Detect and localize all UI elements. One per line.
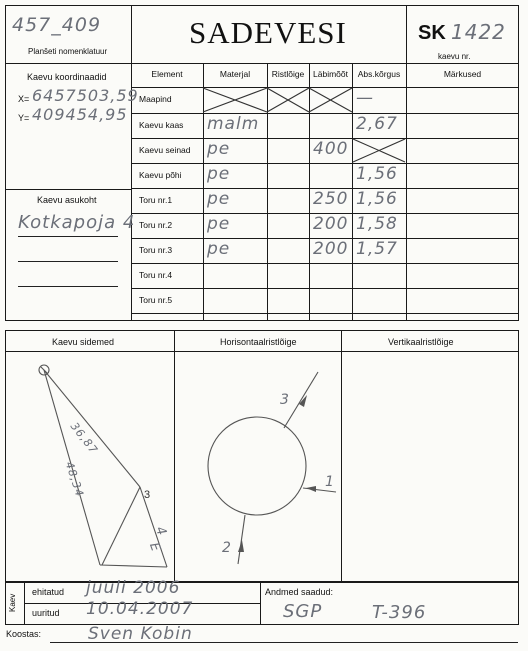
table-header-cell: Ristlõige xyxy=(271,69,305,79)
table-row-label: Toru nr.3 xyxy=(139,245,173,255)
y-label: Y= xyxy=(18,113,30,123)
table-cell-abs: 2,67 xyxy=(356,114,398,134)
table-cell-materjal: pe xyxy=(207,239,231,259)
table-header-cell: Element xyxy=(151,69,183,79)
well-circle xyxy=(208,417,306,515)
well-label: kaevu nr. xyxy=(438,52,471,61)
table-cell-materjal: pe xyxy=(207,139,231,159)
table-cell-materjal: pe xyxy=(207,164,231,184)
pipe-2-label: 2 xyxy=(222,540,232,556)
well-number: 1422 xyxy=(451,20,506,44)
measured-value: 10.04.2007 xyxy=(86,599,194,619)
table-row-label: Toru nr.4 xyxy=(139,270,173,280)
built-value: juuli 2006 xyxy=(86,578,181,598)
footer-side-label: Kaev xyxy=(8,593,17,612)
well-prefix: SK xyxy=(418,22,446,44)
mark-3: 3 xyxy=(144,489,151,501)
table-row-label: Toru nr.5 xyxy=(139,295,173,305)
table-cell-abs: 1,57 xyxy=(356,239,398,259)
distance-a: 36,87 xyxy=(67,420,101,457)
table-header-cell: Läbimõõt xyxy=(313,69,348,79)
compiled-label: Koostas: xyxy=(6,629,42,639)
ties-heading: Kaevu sidemed xyxy=(52,337,115,347)
location-value: Kotkapoja 4 xyxy=(18,212,136,233)
table-cell-materjal: malm xyxy=(207,114,260,134)
mark-4: 4 xyxy=(152,524,170,539)
built-label: ehitatud xyxy=(32,587,65,597)
table-row-label: Kaevu kaas xyxy=(139,120,184,130)
table-cell-abs: 1,58 xyxy=(356,214,398,234)
data-source-value-2: T-396 xyxy=(372,602,427,623)
coordinates-label: Kaevu koordinaadid xyxy=(27,72,107,82)
footer-mid-divider xyxy=(260,582,261,625)
horizontal-heading: Horisontaalristlõige xyxy=(220,337,297,347)
table-row-label: Toru nr.1 xyxy=(139,195,173,205)
pipe-1-label: 1 xyxy=(325,474,335,490)
page-title: SADEVESI xyxy=(189,15,347,50)
table-row-label: Kaevu põhi xyxy=(139,170,182,180)
table-row-label: Maapind xyxy=(139,94,172,104)
table-cell-labimoot: 200 xyxy=(313,239,349,259)
compiled-value: Sven Kobin xyxy=(88,624,193,644)
pipe-3-label: 3 xyxy=(280,392,290,408)
distance-b: 48,34 xyxy=(62,460,87,499)
data-source-value-1: SGP xyxy=(283,601,323,622)
table-cell-materjal: pe xyxy=(207,214,231,234)
table-cell-abs: 1,56 xyxy=(356,164,398,184)
compiled-underline xyxy=(50,642,518,643)
data-source-label: Andmed saadud: xyxy=(265,587,334,597)
table-cell-abs: — xyxy=(356,88,374,108)
table-header-cell: Abs.kõrgus xyxy=(357,69,401,79)
x-value: 6457503,59 xyxy=(32,86,139,105)
location-label: Kaevu asukoht xyxy=(37,195,97,205)
table-cell-labimoot: 250 xyxy=(313,189,349,209)
x-label: X= xyxy=(18,94,30,104)
vertical-heading: Vertikaalristlõige xyxy=(388,337,454,347)
table-header-cell: Materjal xyxy=(219,69,251,79)
table-row-label: Kaevu seinad xyxy=(139,145,191,155)
table-cell-labimoot: 200 xyxy=(313,214,349,234)
table-cell-labimoot: 400 xyxy=(313,139,349,159)
measured-label: uuritud xyxy=(32,608,60,618)
planset-value: 457_409 xyxy=(12,14,102,36)
table-cell-abs: 1,56 xyxy=(356,189,398,209)
table-cell-materjal: pe xyxy=(207,189,231,209)
mark-e: E xyxy=(145,540,164,555)
table-header-cell: Märkused xyxy=(443,69,482,79)
table-row-label: Toru nr.2 xyxy=(139,220,173,230)
planset-label: Planšeti nomenklatuur xyxy=(28,47,108,56)
y-value: 409454,95 xyxy=(32,105,128,124)
